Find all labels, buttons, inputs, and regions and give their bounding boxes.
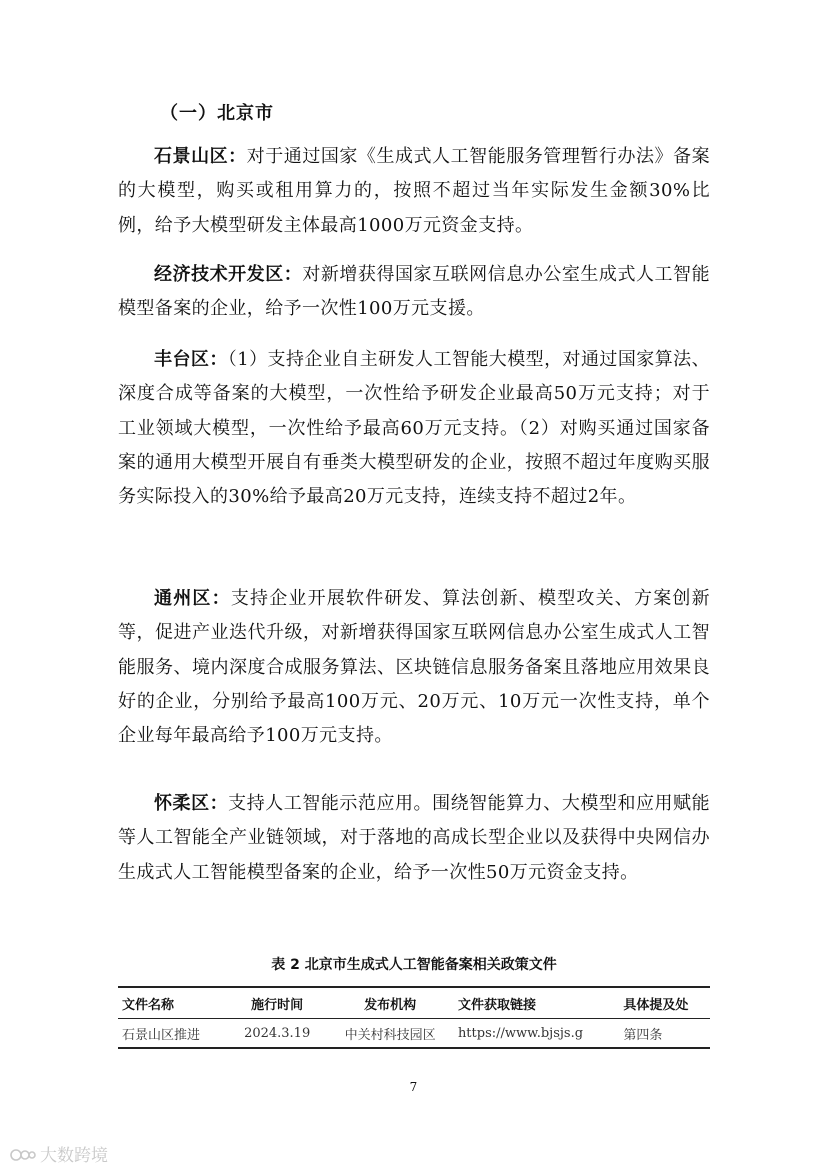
- section-heading: （一）北京市: [160, 103, 274, 124]
- district-label: 石景山区：: [154, 146, 247, 167]
- cell-file-name: 石景山区推进: [118, 1019, 228, 1049]
- district-label: 通州区：: [154, 588, 231, 609]
- watermark: [10, 1141, 108, 1166]
- header-effective-date: 施行时间: [228, 987, 326, 1019]
- cell-issuer: 中关村科技园区: [326, 1019, 454, 1049]
- paragraph-huairou: [118, 787, 710, 890]
- paragraph-shijingshan: [118, 140, 710, 243]
- header-file-name: 文件名称: [118, 987, 228, 1019]
- district-label: 经济技术开发区：: [154, 264, 303, 285]
- table-caption: 表 2 北京市生成式人工智能备案相关政策文件: [271, 957, 557, 973]
- paragraph-text: 支持人工智能示范应用。围绕智能算力、大模型和应用赋能等人工智能全产业链领域，对于落地的高成长型企业以及获得中央网信办生成式人工智能模型备案的企业，给予一次性50万元资金支持。: [118, 793, 710, 883]
- header-issuer: 发布机构: [326, 987, 454, 1019]
- cell-reference: 第四条: [619, 1019, 710, 1049]
- paragraph-tongzhou: [118, 582, 710, 753]
- page-number: 7: [409, 1080, 418, 1094]
- watermark-logo-icon: [10, 1146, 36, 1162]
- policy-table: [118, 986, 710, 1049]
- paragraph-text: 对新增获得国家互联网信息办公室生成式人工智能模型备案的企业，给予一次性100万元支援。: [118, 264, 710, 320]
- district-label: 丰台区：: [154, 349, 228, 370]
- district-label: 怀柔区：: [154, 793, 229, 814]
- header-link: 文件获取链接: [454, 987, 619, 1019]
- cell-link[interactable]: https://www.bjsjs.g: [454, 1019, 619, 1049]
- cell-effective-date: 2024.3.19: [228, 1019, 326, 1049]
- paragraph-text: 对于通过国家《生成式人工智能服务管理暂行办法》备案的大模型，购买或租用算力的，按照不超过当年实际发生金额30%比例，给予大模型研发主体最高1000万元资金支持。: [118, 146, 711, 236]
- paragraph-text: 支持企业开展软件研发、算法创新、模型攻关、方案创新等，促进产业迭代升级，对新增获得国家互联网信息办公室生成式人工智能服务、境内深度合成服务算法、区块链信息服务备案且落地应用效果良好的企业，分别给予最高100万元、20万元、10万元一次性支持，单个企业每年最高给予100万元支持。: [118, 588, 711, 747]
- watermark-text: 大数跨境: [40, 1146, 108, 1166]
- table-row: [118, 1019, 710, 1049]
- paragraph-economic-dev-zone: [118, 258, 710, 327]
- table-header-row: [118, 987, 710, 1019]
- paragraph-fengtai: [118, 343, 710, 514]
- header-reference: 具体提及处: [619, 987, 710, 1019]
- paragraph-text: （1）支持企业自主研发人工智能大模型，对通过国家算法、深度合成等备案的大模型，一次性给予研发企业最高50万元支持；对于工业领域大模型，一次性给予最高60万元支持。（2）对购买通过国家备案的通用大模型开展自有垂类大模型研发的企业，按照不超过年度购买服务实际投入的30%给予最高20万元支持，连续支持不超过2年。: [118, 349, 711, 508]
